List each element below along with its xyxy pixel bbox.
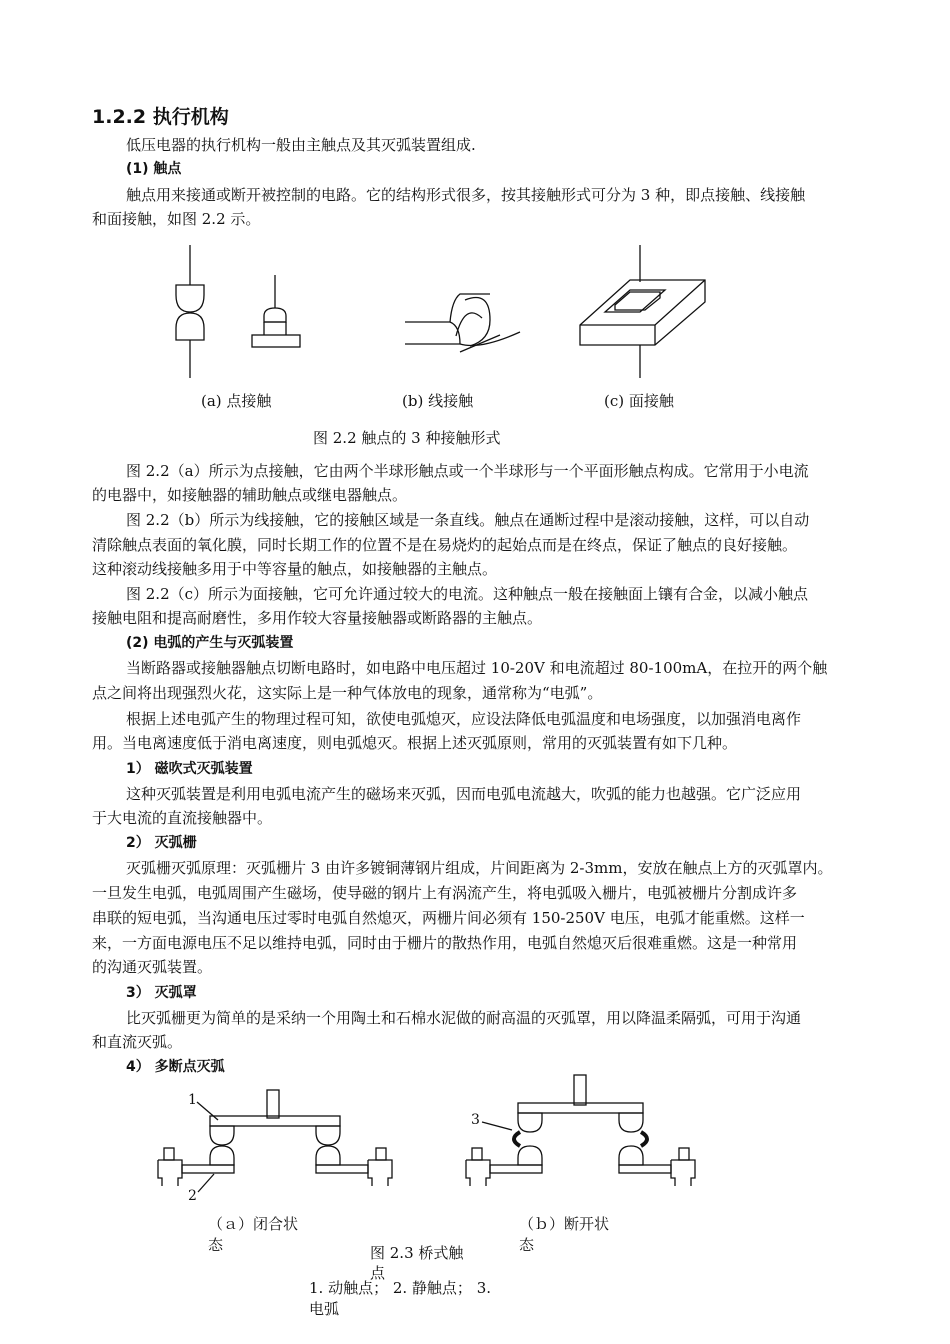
point-contact-diagram	[176, 245, 300, 378]
paragraph-line: 比灭弧栅更为简单的是采纳一个用陶土和石棉水泥做的耐高温的灭弧罩，用以降温柔隔弧，可用于沟通	[126, 1009, 802, 1027]
paragraph-line: 图 2.2（b）所示为线接触，它的接触区域是一条直线。触点在通断过程中是滚动接触，这样，可以自动	[126, 511, 810, 529]
figure-2-2-drawing	[160, 240, 720, 380]
fig22-label-c: (c) 面接触	[604, 392, 674, 410]
paragraph-line: 点之间将出现强烈火花，这实际上是一种气体放电的现象，通常称为“电弧”。	[92, 684, 603, 702]
fig23-legend-cont: 电弧	[309, 1300, 340, 1318]
paragraph-line: 触点用来接通或断开被控制的电路。它的结构形式很多，按其接触形式可分为 3 种，即点接触、线接触	[126, 186, 806, 204]
paragraph-line: 这种滚动线接触多用于中等容量的触点，如接触器的主触点。	[92, 560, 498, 578]
fig23-label-3: 3	[471, 1112, 480, 1128]
paragraph-line: 接触电阻和提高耐磨性，多用作较大容量接触器或断路器的主触点。	[92, 609, 543, 627]
subheading-contacts: (1) 触点	[126, 161, 182, 177]
paragraph-line: 一旦发生电弧，电弧周围产生磁场，使导磁的钢片上有涡流产生，将电弧吸入栅片，电弧被栅片分割成许多	[92, 884, 798, 902]
subheading-grid: 2） 灭弧栅	[126, 835, 197, 851]
fig23-label-2: 2	[188, 1188, 197, 1204]
subheading-multibreak: 4） 多断点灭弧	[126, 1059, 225, 1075]
paragraph-line: 根据上述电弧产生的物理过程可知，欲使电弧熄灭，应设法降低电弧温度和电场强度，以加强消电离作	[126, 710, 802, 728]
bridge-contact-open	[466, 1075, 695, 1186]
paragraph-line: 灭弧栅灭弧原理：灭弧栅片 3 由许多镀铜薄钢片组成，片间距离为 2-3mm，安放在触点上方的灭弧罩内。	[126, 859, 833, 877]
paragraph-line: 于大电流的直流接触器中。	[92, 809, 273, 827]
fig23-label-b: （ｂ）断开状	[519, 1215, 610, 1233]
surface-contact-diagram	[580, 245, 705, 378]
section-heading: 1.2.2 执行机构	[92, 106, 229, 128]
paragraph-line: 的电器中，如接触器的辅助触点或继电器触点。	[92, 486, 408, 504]
fig23-label-a-cont: 态	[208, 1236, 224, 1254]
paragraph-line: 来，一方面电源电压不足以维持电弧，同时由于栅片的散热作用，电弧自然熄灭后很难重燃。这是一种常用	[92, 934, 798, 952]
paragraph-line: 的沟通灭弧装置。	[92, 958, 213, 976]
subheading-magnetic: 1） 磁吹式灭弧装置	[126, 761, 253, 777]
fig23-caption-cont: 点	[370, 1264, 386, 1282]
paragraph-line: 清除触点表面的氧化膜，同时长期工作的位置不是在易烧灼的起始点而是在终点，保证了触点的良好接触。	[92, 536, 798, 554]
paragraph-line: 这种灭弧装置是利用电弧电流产生的磁场来灭弧，因而电弧电流越大，吹弧的能力也越强。它广泛应用	[126, 785, 802, 803]
fig22-label-b: (b) 线接触	[402, 392, 474, 410]
fig22-label-a: (a) 点接触	[201, 392, 272, 410]
figure-2-3-drawing	[150, 1070, 710, 1200]
subheading-arc: (2) 电弧的产生与灭弧装置	[126, 635, 294, 651]
fig23-label-b-cont: 态	[519, 1236, 535, 1254]
paragraph-line: 和直流灭弧。	[92, 1033, 183, 1051]
paragraph-line: 串联的短电弧，当沟通电压过零时电弧自然熄灭，两栅片间必须有 150-250V 电压，电弧才能重燃。这样一	[92, 909, 805, 927]
paragraph-line: 和面接触，如图 2.2 示。	[92, 210, 261, 228]
fig23-label-a: （ａ）闭合状	[208, 1215, 299, 1233]
paragraph-line: 图 2.2（a）所示为点接触，它由两个半球形触点或一个半球形与一个平面形触点构成。它常用于小电流	[126, 462, 809, 480]
paragraph-line: 图 2.2（c）所示为面接触，它可允许通过较大的电流。这种触点一般在接触面上镶有合金，以减小触点	[126, 585, 809, 603]
fig23-caption: 图 2.3 桥式触	[370, 1244, 464, 1262]
paragraph-line: 用。当电离速度低于消电离速度，则电弧熄灭。根据上述灭弧原则，常用的灭弧装置有如下几种。	[92, 734, 738, 752]
fig23-label-1: 1	[188, 1092, 197, 1108]
fig22-caption: 图 2.2 触点的 3 种接触形式	[313, 429, 501, 447]
fig23-legend: 1. 动触点； 2. 静触点； 3.	[309, 1279, 492, 1297]
paragraph-line: 当断路器或接触器触点切断电路时，如电路中电压超过 10-20V 和电流超过 80-100mA，在拉开的两个触	[126, 659, 828, 677]
line-contact-diagram	[405, 294, 520, 352]
intro-text: 低压电器的执行机构一般由主触点及其灭弧装置组成.	[126, 136, 476, 154]
subheading-hood: 3） 灭弧罩	[126, 985, 197, 1001]
